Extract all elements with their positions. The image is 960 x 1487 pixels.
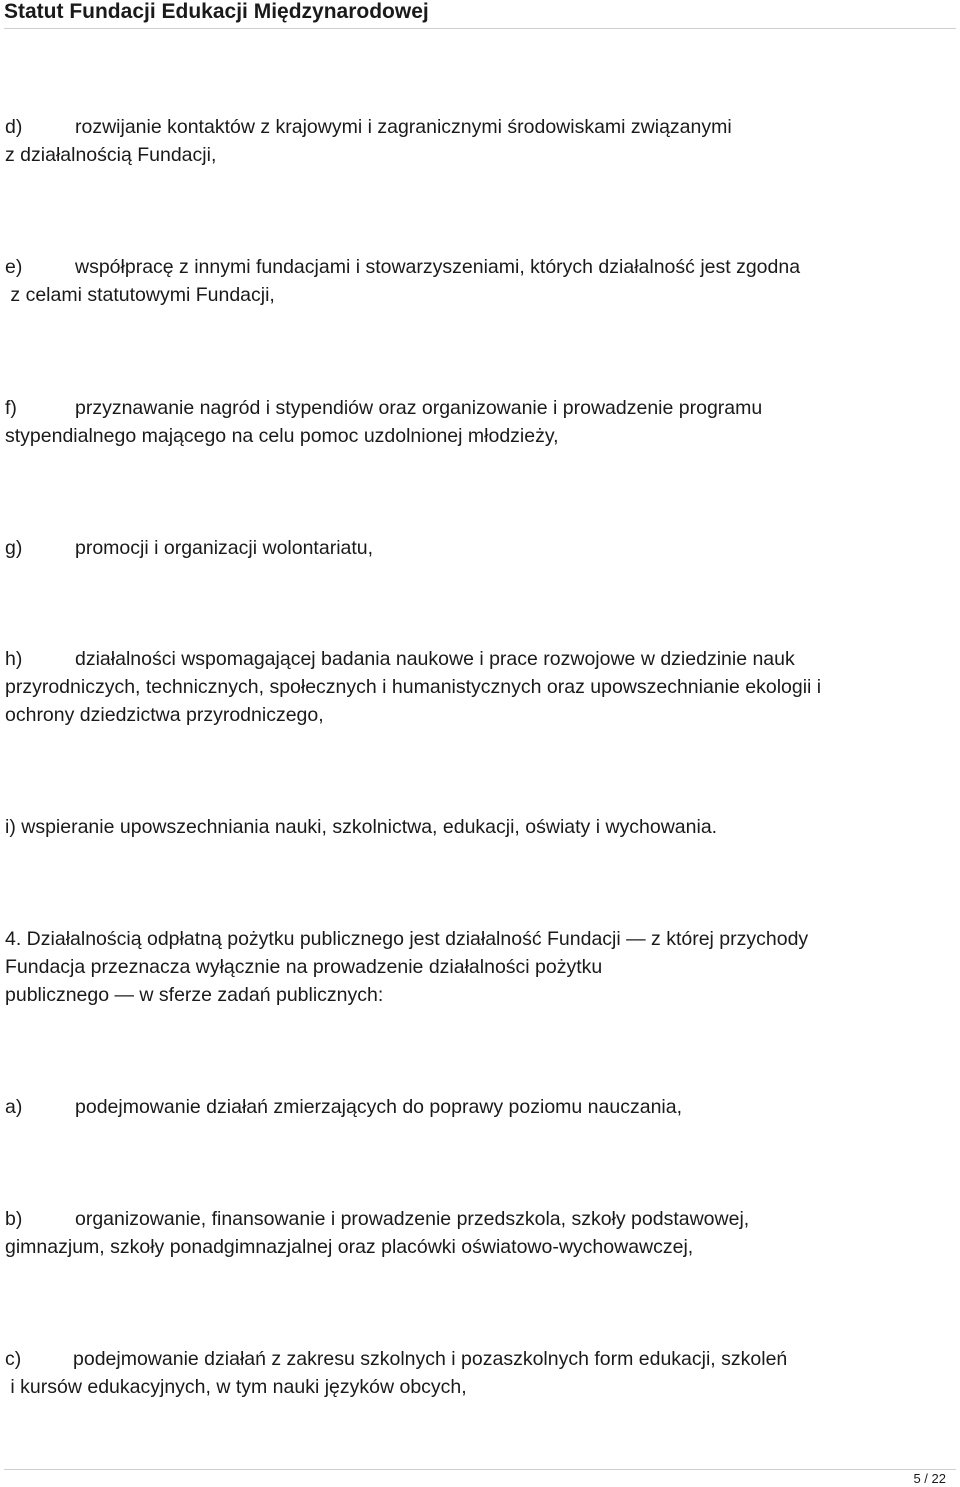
list-item-g [5, 534, 955, 562]
list-item-text: organizowanie, finansowanie i prowadzenie przedszkola, szkoły podstawowej, [75, 1208, 750, 1230]
paragraph-line: 4. Działalnością odpłatną pożytku publicznego jest działalność Fundacji — z której przychody [5, 928, 809, 950]
document-title: Statut Fundacji Edukacji Międzynarodowej [4, 0, 429, 23]
list-marker: a) [5, 1096, 23, 1118]
list-item-i [5, 813, 955, 841]
section-4-paragraph [5, 925, 955, 1009]
list-item-text: przyznawanie nagród i stypendiów oraz organizowanie i prowadzenie programu [75, 397, 763, 419]
list-item-line: stypendialnego mającego na celu pomoc uzdolnionej młodzieży, [5, 425, 559, 447]
list-marker: c) [5, 1348, 22, 1370]
list-item-line [5, 394, 955, 422]
list-item-line [5, 1205, 955, 1233]
list-item-c [5, 1345, 955, 1401]
list-item-a [5, 1093, 955, 1121]
list-item-line: z działalnością Fundacji, [5, 144, 217, 166]
footer-divider [4, 1469, 956, 1470]
list-item-line [5, 1345, 955, 1373]
list-item-line [5, 1093, 955, 1121]
list-marker: g) [5, 537, 23, 559]
list-item-h [5, 645, 955, 729]
page-number: 5 / 22 [913, 1471, 946, 1486]
header-divider [4, 28, 956, 29]
list-item-text: podejmowanie działań z zakresu szkolnych i pozaszkolnych form edukacji, szkoleń [73, 1348, 788, 1370]
list-marker: b) [5, 1208, 23, 1230]
list-marker: e) [5, 256, 23, 278]
list-item-b [5, 1205, 955, 1261]
list-item-line: z celami statutowymi Fundacji, [5, 284, 275, 306]
list-item-line [5, 253, 955, 281]
paragraph-line: publicznego — w sferze zadań publicznych: [5, 984, 384, 1006]
list-item-line: gimnazjum, szkoły ponadgimnazjalnej oraz placówki oświatowo-wychowawczej, [5, 1236, 694, 1258]
list-item-line: i) wspieranie upowszechniania nauki, szkolnictwa, edukacji, oświaty i wychowania. [5, 816, 718, 838]
list-item-line [5, 113, 955, 141]
list-item-line: przyrodniczych, technicznych, społecznych i humanistycznych oraz upowszechnianie ekologii i [5, 676, 822, 698]
list-item-text: rozwijanie kontaktów z krajowymi i zagranicznymi środowiskami związanymi [75, 116, 732, 138]
list-item-line [5, 645, 955, 673]
list-item-line: ochrony dziedzictwa przyrodniczego, [5, 704, 324, 726]
list-marker: f) [5, 397, 17, 419]
list-item-text: współpracę z innymi fundacjami i stowarzyszeniami, których działalność jest zgodna [75, 256, 801, 278]
list-item-line [5, 534, 955, 562]
list-marker: h) [5, 648, 23, 670]
list-marker: d) [5, 116, 23, 138]
paragraph-line: Fundacja przeznacza wyłącznie na prowadzenie działalności pożytku [5, 956, 603, 978]
list-item-text: podejmowanie działań zmierzających do poprawy poziomu nauczania, [75, 1096, 683, 1118]
list-item-e [5, 253, 955, 309]
list-item-text: działalności wspomagającej badania naukowe i prace rozwojowe w dziedzinie nauk [75, 648, 795, 670]
list-item-d [5, 113, 955, 169]
list-item-f [5, 394, 955, 450]
list-item-text: promocji i organizacji wolontariatu, [75, 537, 374, 559]
list-item-line: i kursów edukacyjnych, w tym nauki języków obcych, [5, 1376, 467, 1398]
